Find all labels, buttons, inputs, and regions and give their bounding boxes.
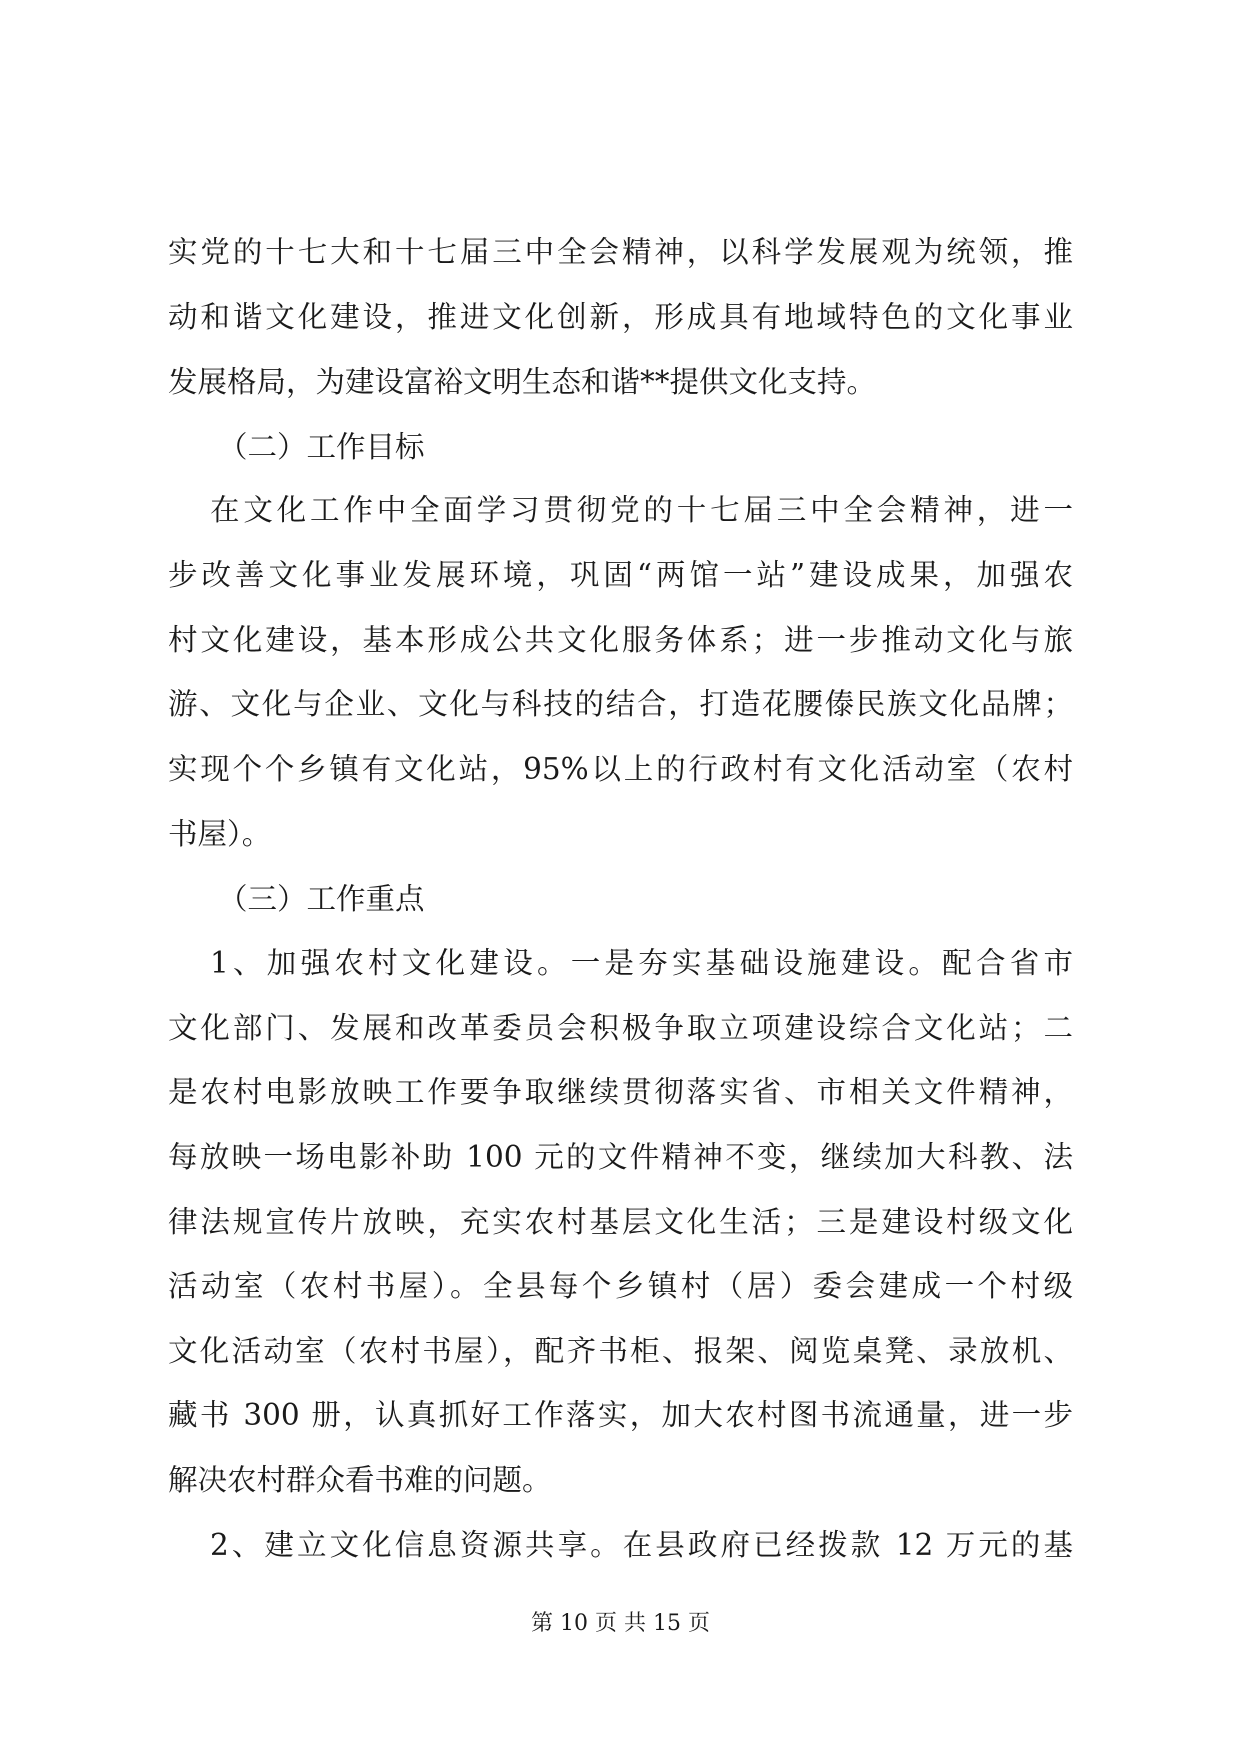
paragraph-line: （二）工作目标 (218, 430, 425, 464)
paragraph-line: （三）工作重点 (218, 882, 425, 916)
paragraph-line: 步改善文化事业发展环境，巩固“两馆一站”建设成果，加强农 (168, 558, 1073, 592)
paragraph-line: 文化活动室（农村书屋），配齐书柜、报架、阅览桌凳、录放机、 (168, 1334, 1073, 1368)
paragraph-line: 律法规宣传片放映，充实农村基层文化生活；三是建设村级文化 (168, 1205, 1073, 1239)
paragraph-line: 1、加强农村文化建设。一是夯实基础设施建设。配合省市 (210, 946, 1073, 980)
paragraph-line: 村文化建设，基本形成公共文化服务体系；进一步推动文化与旅 (168, 623, 1073, 657)
paragraph-line: 藏书 300 册，认真抓好工作落实，加大农村图书流通量，进一步 (168, 1398, 1073, 1432)
paragraph-line: 每放映一场电影补助 100 元的文件精神不变，继续加大科教、法 (168, 1140, 1073, 1174)
paragraph-line: 活动室（农村书屋）。全县每个乡镇村（居）委会建成一个村级 (168, 1269, 1073, 1303)
paragraph-line: 在文化工作中全面学习贯彻党的十七届三中全会精神，进一 (210, 493, 1073, 527)
paragraph-line: 书屋）。 (168, 817, 272, 851)
paragraph-line: 发展格局，为建设富裕文明生态和谐**提供文化支持。 (168, 365, 877, 399)
paragraph-line: 解决农村群众看书难的问题。 (168, 1463, 552, 1497)
paragraph-line: 游、文化与企业、文化与科技的结合，打造花腰傣民族文化品牌； (168, 687, 1073, 721)
page-footer: 第 10 页 共 15 页 (531, 1611, 710, 1636)
paragraph-line: 是农村电影放映工作要争取继续贯彻落实省、市相关文件精神， (168, 1075, 1073, 1109)
paragraph-line: 文化部门、发展和改革委员会积极争取立项建设综合文化站；二 (168, 1011, 1073, 1045)
paragraph-line: 动和谐文化建设，推进文化创新，形成具有地域特色的文化事业 (168, 300, 1073, 334)
paragraph-line: 2、建立文化信息资源共享。在县政府已经拨款 12 万元的基 (210, 1528, 1073, 1562)
paragraph-line: 实党的十七大和十七届三中全会精神，以科学发展观为统领，推 (168, 235, 1073, 269)
paragraph-line: 实现个个乡镇有文化站，95%以上的行政村有文化活动室（农村 (168, 752, 1073, 786)
